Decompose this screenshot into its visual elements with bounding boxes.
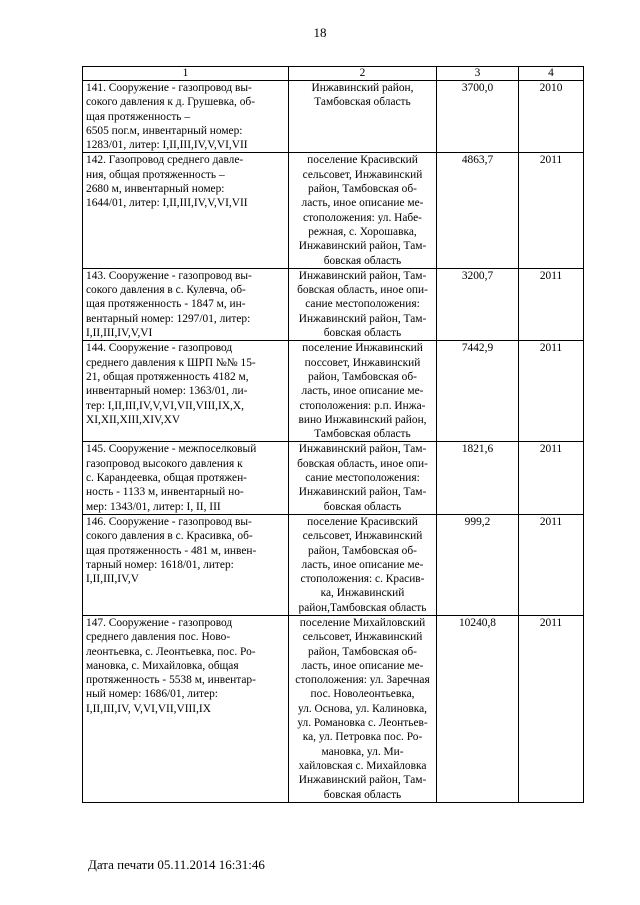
object-description-text: 144. Сооружение - газопровод среднего давления к ШРП №№ 15- 21, общая протяженность 4182 м, инвентарный номер: 1363/01, ли- тер: I,II,III,IV,V,VI,VII,VIII,IX,X, XI,XII,XIII,XIV,XV: [86, 342, 256, 426]
object-description-text: 145. Сооружение - межпоселковый газопровод высокого давления к с. Карандеевка, общая протяжен- ность - 1133 м, инвентарный но- мер: 1343/01, литер: I, II, III: [86, 443, 257, 513]
column-header-value: 3: [437, 67, 519, 81]
object-description-text: 142. Газопровод среднего давле- ния, общая протяженность – 2680 м, инвентарный номер: 1644/01, литер: I,II,III,IV,V,VI,VII: [86, 154, 248, 210]
object-description: [83, 153, 289, 268]
object-location: [289, 81, 437, 153]
object-value: 10240,8: [437, 615, 519, 802]
table-row: [83, 81, 584, 153]
object-description: [83, 268, 289, 340]
object-location-text: поселение Михайловский сельсовет, Инжавинский район, Тамбовская об- ласть, иное описание ме- стоположения: ул. Заречная пос. Новолеонтьевка, ул. Основа, ул. Калиновка, ул. Романовка с. Леонтьев- ка, ул. Петровка пос. Ро- мановка, ул. Ми- хайловская с. Михайловка Инжавинский район, Там- бовская область: [295, 616, 430, 801]
table-row: [83, 514, 584, 615]
object-value: 3200,7: [437, 268, 519, 340]
object-value: 1821,6: [437, 442, 519, 514]
object-location: [289, 268, 437, 340]
object-year: 2011: [519, 514, 584, 615]
object-description-text: 143. Сооружение - газопровод вы- сокого давления в с. Кулевча, об- щая протяженность - 1847 м, ин- вентарный номер: 1297/01, литер: I,II,III,IV,V,VI: [86, 269, 252, 340]
object-value: 7442,9: [437, 341, 519, 442]
object-value: 3700,0: [437, 81, 519, 153]
object-location-text: поселение Красивский сельсовет, Инжавинский район, Тамбовская об- ласть, иное описание ме- стоположения: ул. Набе- режная, с. Хорошавка, Инжавинский район, Там- бовская область: [298, 154, 427, 267]
object-location: [289, 615, 437, 802]
object-description: [83, 81, 289, 153]
object-year: 2011: [519, 341, 584, 442]
table-row: [83, 268, 584, 340]
page-number: 18: [313, 25, 327, 40]
object-year: 2011: [519, 153, 584, 268]
object-description: [83, 615, 289, 802]
table-header-row: [83, 67, 584, 81]
table-row: [83, 341, 584, 442]
object-value: 999,2: [437, 514, 519, 615]
object-location-text: Инжавинский район, Тамбовская область: [311, 82, 414, 109]
object-location-text: Инжавинский район, Там- бовская область, иное опи- сание местоположения: Инжавинский район, Там- бовская область: [297, 443, 428, 513]
object-value: 4863,7: [437, 153, 519, 268]
object-location: [289, 153, 437, 268]
column-header-year: 4: [519, 67, 584, 81]
object-location-text: Инжавинский район, Там- бовская область, иное опи- сание местоположения: Инжавинский район, Там- бовская область: [297, 269, 428, 340]
object-year: 2011: [519, 615, 584, 802]
table-row: [83, 153, 584, 268]
table-row: [83, 442, 584, 514]
object-description: [83, 442, 289, 514]
object-location-text: поселение Красивский сельсовет, Инжавинский район, Тамбовская об- ласть, иное описание ме- стоположения: с. Красив- ка, Инжавинский район,Тамбовская область: [298, 515, 427, 614]
object-location-text: поселение Инжавинский поссовет, Инжавинский район, Тамбовская об- ласть, иное описание ме- стоположения: р.п. Инжа- вино Инжавинский район, Тамбовская область: [298, 342, 427, 441]
property-registry-table: [82, 66, 584, 803]
object-description-text: 146. Сооружение - газопровод вы- сокого давления в с. Красивка, об- щая протяженность - 481 м, инвен- тарный номер: 1618/01, литер: I,II,III,IV,V: [86, 515, 257, 586]
column-header-description: 1: [83, 67, 289, 81]
column-header-location: 2: [289, 67, 437, 81]
object-description: [83, 341, 289, 442]
print-date: Дата печати 05.11.2014 16:31:46: [88, 857, 265, 872]
object-year: 2011: [519, 268, 584, 340]
object-description-text: 147. Сооружение - газопровод среднего давления пос. Ново- леонтьевка, с. Леонтьевка, пос. Ро- мановка, с. Михайловка, общая протяженность - 5538 м, инвентар- ный номер: 1686/01, литер: I,II,III,IV, V,VI,VII,VIII,IX: [86, 616, 256, 715]
object-description: [83, 514, 289, 615]
object-year: 2011: [519, 442, 584, 514]
object-location: [289, 514, 437, 615]
object-location: [289, 341, 437, 442]
object-location: [289, 442, 437, 514]
object-year: 2010: [519, 81, 584, 153]
table-row: [83, 615, 584, 802]
object-description-text: 141. Сооружение - газопровод вы- сокого давления к д. Грушевка, об- щая протяженность – 6505 пог.м, инвентарный номер: 1283/01, литер: I,II,III,IV,V,VI,VII: [86, 82, 256, 152]
